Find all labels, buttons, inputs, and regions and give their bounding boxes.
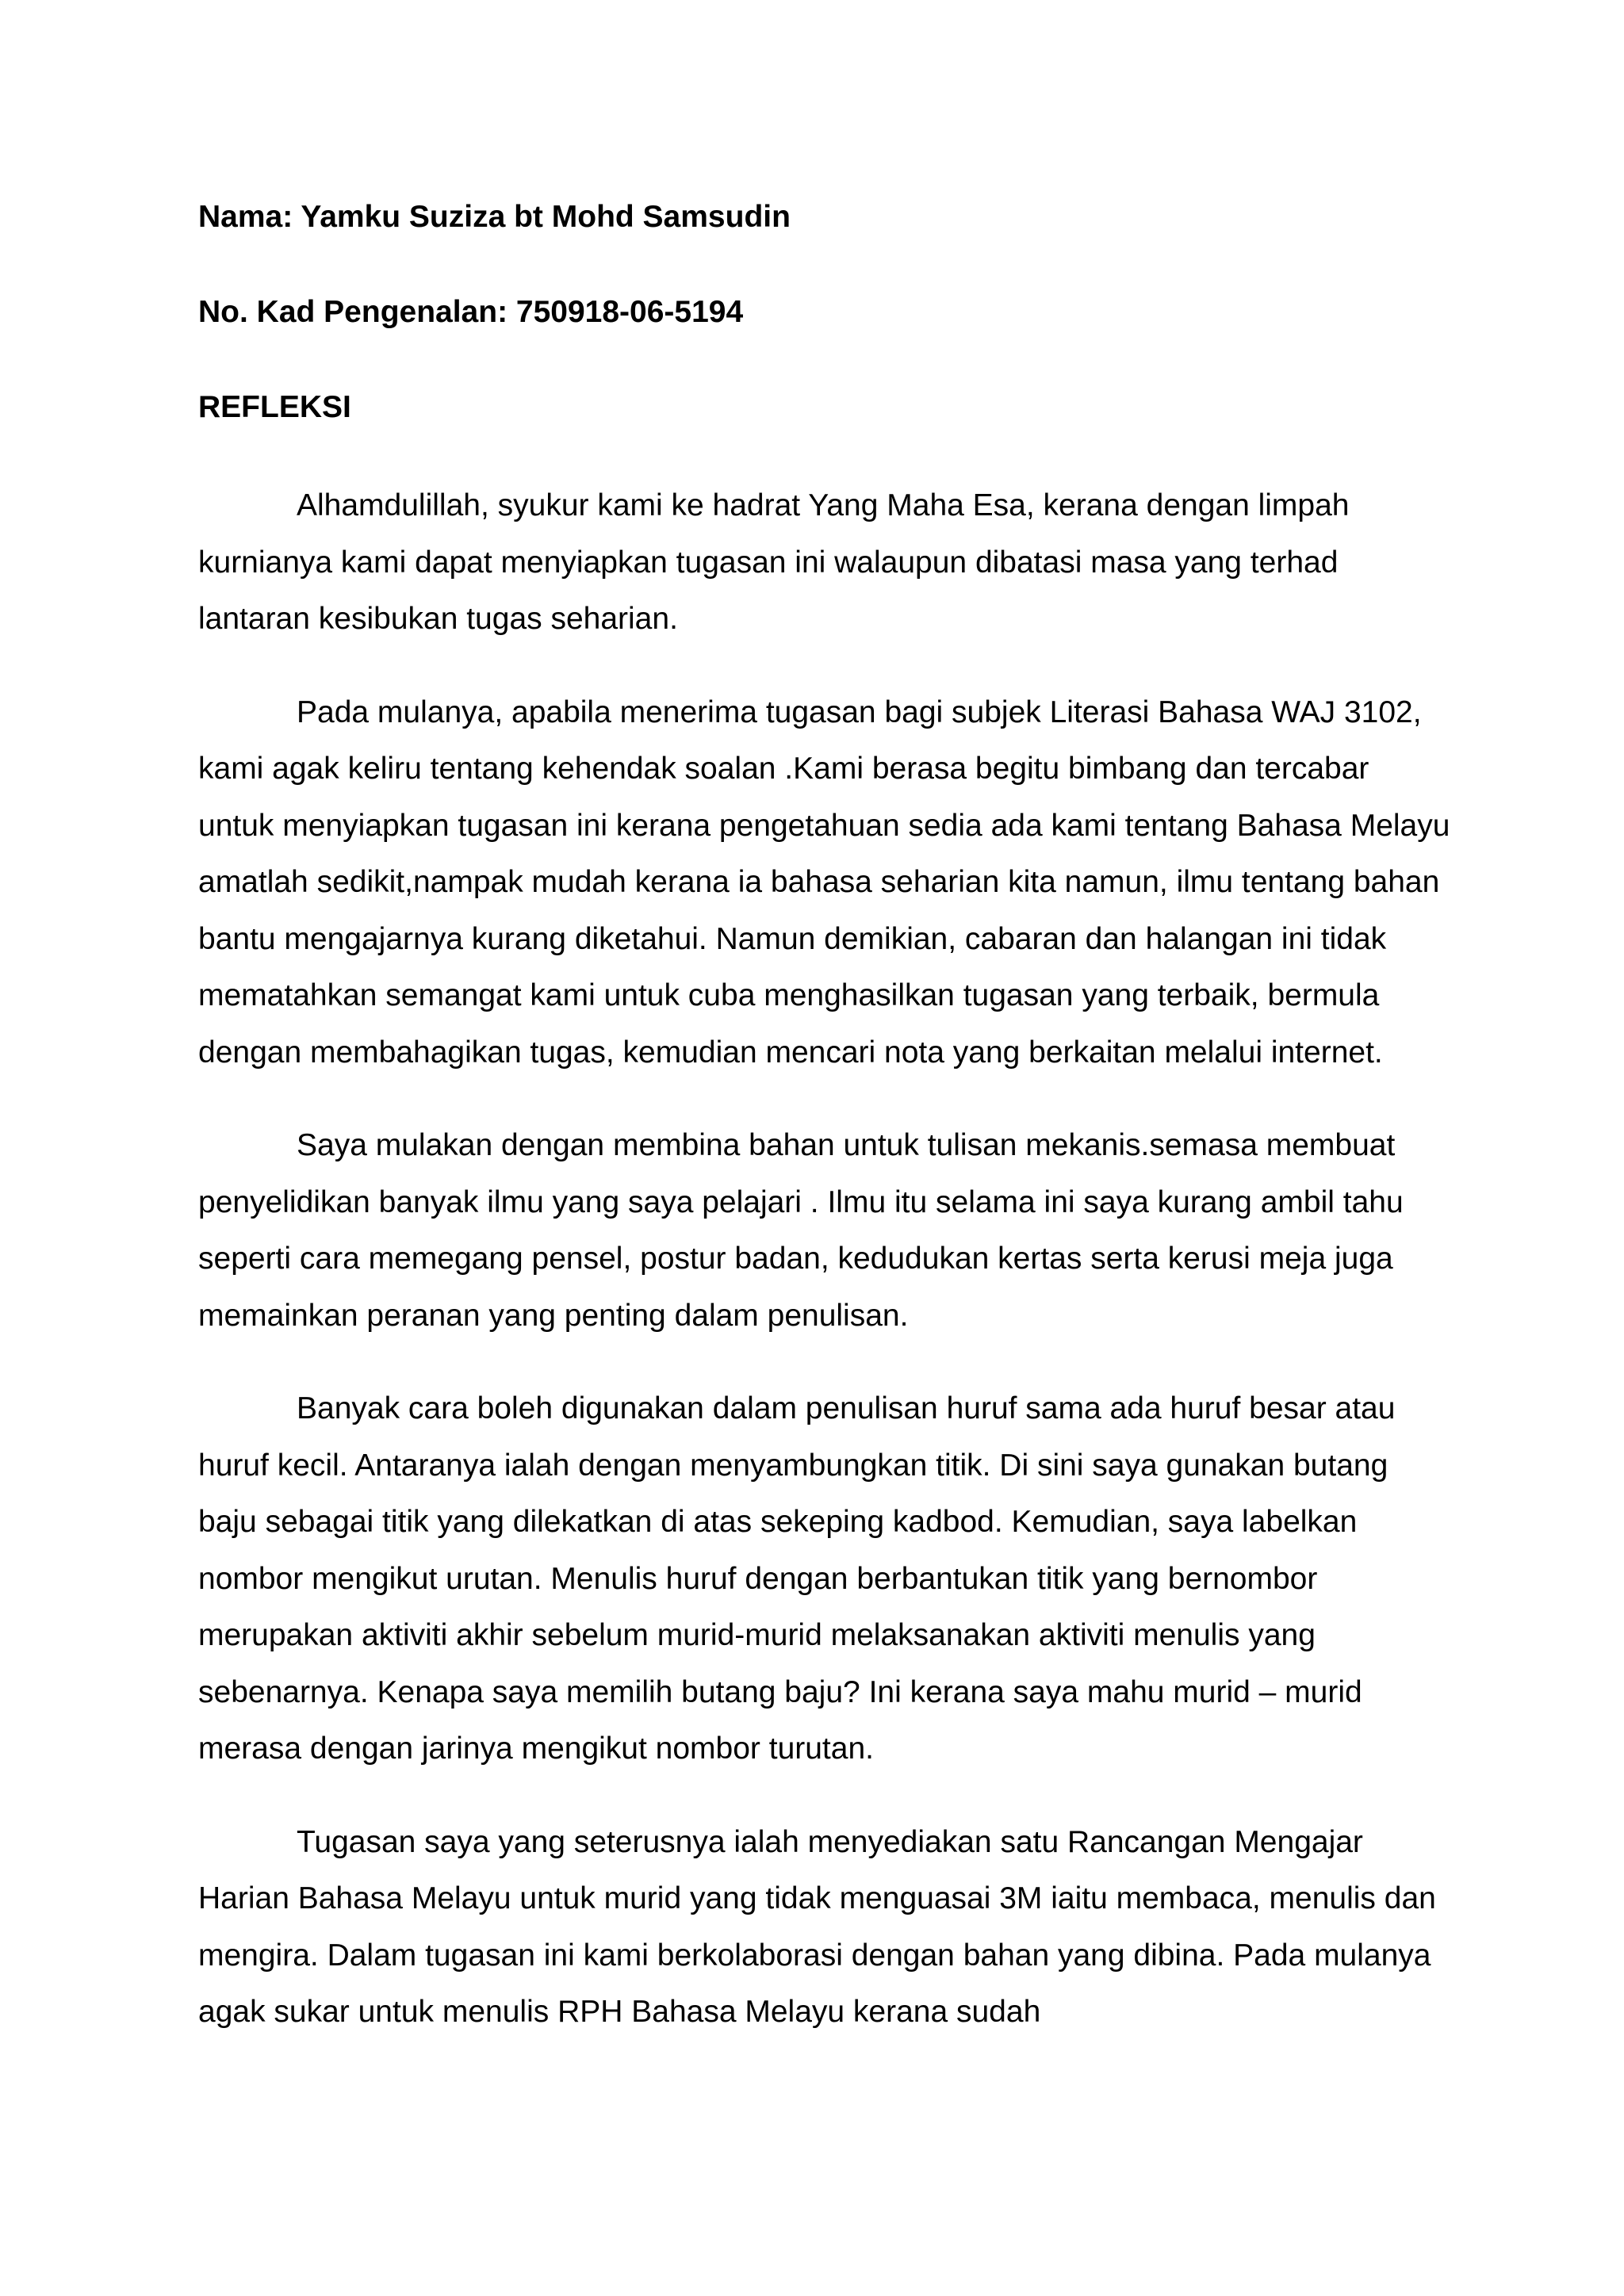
paragraph-2: Pada mulanya, apabila menerima tugasan bagi subjek Literasi Bahasa WAJ 3102, kami agak keliru tentang kehendak soalan .Kami berasa begitu bimbang dan tercabar untuk menyiapkan tugasan ini kerana pengetahuan sedia ada kami tentang Bahasa Melayu amatlah sedikit,nampak mudah kerana ia bahasa seharian kita namun, ilmu tentang bahan bantu mengajarnya kurang diketahui. Namun demikian, cabaran dan halangan ini tidak mematahkan semangat kami untuk cuba menghasilkan tugasan yang terbaik, bermula dengan membahagikan tugas, kemudian mencari nota yang berkaitan melalui internet. [198, 695, 1450, 1070]
ic-number: No. Kad Pengenalan: 750918-06-5194 [198, 295, 744, 329]
paragraph-3: Saya mulakan dengan membina bahan untuk tulisan mekanis.semasa membuat penyelidikan banyak ilmu yang saya pelajari . Ilmu itu selama ini saya kurang ambil tahu seperti cara memegang pensel, postur badan, kedudukan kertas serta kerusi meja juga memainkan peranan yang penting dalam penulisan. [198, 1128, 1404, 1333]
paragraph-4: Banyak cara boleh digunakan dalam penulisan huruf sama ada huruf besar atau huruf kecil. Antaranya ialah dengan menyambungkan titik. Di sini saya gunakan butang baju sebagai titik yang dilekatkan di atas sekeping kadbod. Kemudian, saya labelkan nombor mengikut urutan. Menulis huruf dengan berbantukan titik yang bernombor merupakan aktiviti akhir sebelum murid-murid melaksanakan aktiviti menulis yang sebenarnya. Kenapa saya memilih butang baju? Ini kerana saya mahu murid – murid merasa dengan jarinya mengikut nombor turutan. [198, 1391, 1396, 1766]
paragraph-1: Alhamdulillah, syukur kami ke hadrat Yang Maha Esa, kerana dengan limpah kurnianya kami dapat menyiapkan tugasan ini walaupun dibatasi masa yang terhad lantaran kesibukan tugas seharian. [198, 488, 1350, 636]
student-name: Nama: Yamku Suziza bt Mohd Samsudin [198, 200, 791, 234]
paragraph-5: Tugasan saya yang seterusnya ialah menyediakan satu Rancangan Mengajar Harian Bahasa Melayu untuk murid yang tidak menguasai 3M iaitu membaca, menulis dan mengira. Dalam tugasan ini kami berkolaborasi dengan bahan yang dibina. Pada mulanya agak sukar untuk menulis RPH Bahasa Melayu kerana sudah [198, 1824, 1436, 2029]
document-page [198, 193, 1451, 2041]
section-heading: REFLEKSI [198, 390, 351, 424]
